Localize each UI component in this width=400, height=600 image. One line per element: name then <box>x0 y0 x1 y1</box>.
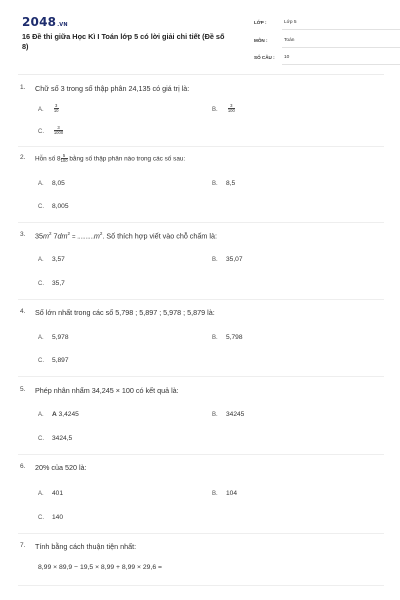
option-prefix: A <box>52 411 57 418</box>
option-label: A. <box>38 491 44 497</box>
option-value: 8,5 <box>226 180 236 187</box>
option-value: 140 <box>52 514 64 521</box>
option-value: 3,4245 <box>58 411 79 418</box>
option-value: 8,05 <box>52 180 65 187</box>
meta-underline <box>282 64 400 65</box>
option-a[interactable] <box>38 411 79 418</box>
question-text: Số lớn nhất trong các số 5,798 ; 5,897 ; 5,978 ; 5,879 là: <box>35 308 215 317</box>
question-divider <box>18 376 384 377</box>
blank: = .......... <box>72 234 94 241</box>
unit: m <box>93 231 100 241</box>
question-divider <box>18 454 384 455</box>
option-a[interactable] <box>38 490 63 497</box>
option-b[interactable] <box>212 180 235 187</box>
text-after: bằng số thập phân nào trong các số sau: <box>69 155 186 163</box>
option-label: B. <box>212 491 218 497</box>
numerator: 5 <box>61 154 68 159</box>
question-text: Tính bằng cách thuận tiện nhất: <box>35 542 137 551</box>
exponent: 2 <box>67 231 71 236</box>
option-label: A. <box>38 257 44 263</box>
document-title: 16 Đề thi giữa Học Kì I Toán lớp 5 có lời giải chi tiết (Đề số 8) <box>22 32 225 51</box>
question-number: 7. <box>20 542 26 549</box>
math-expression: 8,99 × 89,9 − 19,5 × 8,99 + 8,99 × 29,6 = <box>38 564 162 571</box>
fraction <box>228 104 235 114</box>
option-value: 401 <box>52 490 64 497</box>
fraction <box>54 126 63 136</box>
question-divider <box>18 299 384 300</box>
denominator: 100 <box>227 108 235 114</box>
text-before: Hỗn số 8 <box>35 155 61 163</box>
option-c[interactable] <box>38 514 63 521</box>
unit: m <box>43 231 49 241</box>
question-divider <box>18 146 384 147</box>
option-label: C. <box>38 281 44 287</box>
option-value: 3424,5 <box>52 435 73 442</box>
mixed-fraction <box>61 154 68 164</box>
header-divider <box>18 74 384 75</box>
question-number: 5. <box>20 386 26 393</box>
denominator: 100 <box>60 158 68 164</box>
logo-text: 2048 <box>22 15 57 29</box>
denominator: 1000 <box>53 130 64 136</box>
option-label: C. <box>38 436 44 442</box>
option-a[interactable] <box>38 104 59 114</box>
meta-row-subject <box>254 34 400 48</box>
option-c[interactable] <box>38 126 63 136</box>
option-b[interactable] <box>212 256 243 263</box>
option-value: 35,7 <box>52 280 65 287</box>
meta-value: 10 <box>284 55 290 60</box>
option-value: 34245 <box>226 411 245 418</box>
option-value: 8,005 <box>52 203 69 210</box>
option-c[interactable] <box>38 203 69 210</box>
exponent: 2 <box>49 231 52 236</box>
option-c[interactable] <box>38 280 65 287</box>
question-text: Chữ số 3 trong số thập phân 24,135 có giá trị là: <box>35 84 190 93</box>
question-text <box>35 154 185 164</box>
meta-underline <box>282 47 400 48</box>
numerator: 3 <box>228 104 235 109</box>
meta-value: Lớp 5 <box>284 20 297 25</box>
option-a[interactable] <box>38 256 65 263</box>
numerator: 3 <box>55 103 58 108</box>
fraction <box>54 104 59 114</box>
logo-suffix: .VN <box>57 22 68 28</box>
option-b[interactable] <box>212 490 237 497</box>
question-number: 6. <box>20 463 26 470</box>
question-text: 20% của 520 là: <box>35 463 87 472</box>
option-a[interactable] <box>38 334 69 341</box>
document-header <box>22 12 382 72</box>
number: 35 <box>35 231 43 241</box>
number: 7 <box>53 231 58 241</box>
option-value: 5,978 <box>52 334 69 341</box>
option-label: B. <box>212 412 218 418</box>
option-value: 5,798 <box>226 334 243 341</box>
option-label: B. <box>212 181 218 187</box>
question-divider <box>18 222 384 223</box>
option-b[interactable] <box>212 104 235 114</box>
option-label: C. <box>38 515 44 521</box>
question-text <box>35 231 217 240</box>
text-after: . Số thích hợp viết vào chỗ chấm là: <box>102 231 217 241</box>
option-label: A. <box>38 106 44 113</box>
option-c[interactable] <box>38 357 69 364</box>
meta-underline <box>282 29 400 30</box>
question-number: 3. <box>20 231 26 238</box>
meta-key: MÔN : <box>254 38 268 43</box>
meta-key: LỚP : <box>254 20 267 25</box>
option-label: B. <box>212 335 218 341</box>
question-number: 4. <box>20 308 26 315</box>
option-b[interactable] <box>212 334 243 341</box>
option-value: 5,897 <box>52 357 69 364</box>
unit: dm <box>57 231 68 241</box>
meta-value: Toán <box>284 38 295 43</box>
option-label: C. <box>38 358 44 364</box>
option-label: B. <box>212 106 218 113</box>
question-number: 1. <box>20 84 26 91</box>
option-value: 35,07 <box>226 256 243 263</box>
meta-row-class <box>254 16 400 30</box>
option-a[interactable] <box>38 180 65 187</box>
option-value: 3,57 <box>52 256 65 263</box>
numerator: 3 <box>54 126 63 131</box>
option-label: C. <box>38 204 44 210</box>
meta-row-count <box>254 51 400 65</box>
option-value: 104 <box>226 490 238 497</box>
question-text: Phép nhân nhẩm 34,245 × 100 có kết quả là: <box>35 386 179 395</box>
option-label: A. <box>38 412 44 418</box>
option-c[interactable] <box>38 435 72 442</box>
option-b[interactable] <box>212 411 244 418</box>
question-divider <box>18 585 384 586</box>
option-label: C. <box>38 128 44 135</box>
option-label: A. <box>38 335 44 341</box>
meta-key: SỐ CÂU : <box>254 55 275 60</box>
question-number: 2. <box>20 154 26 161</box>
exponent: 2 <box>99 231 103 236</box>
question-divider <box>18 533 384 534</box>
site-logo[interactable] <box>22 15 68 29</box>
option-label: B. <box>212 257 218 263</box>
option-label: A. <box>38 181 44 187</box>
denominator: 10 <box>53 108 59 114</box>
